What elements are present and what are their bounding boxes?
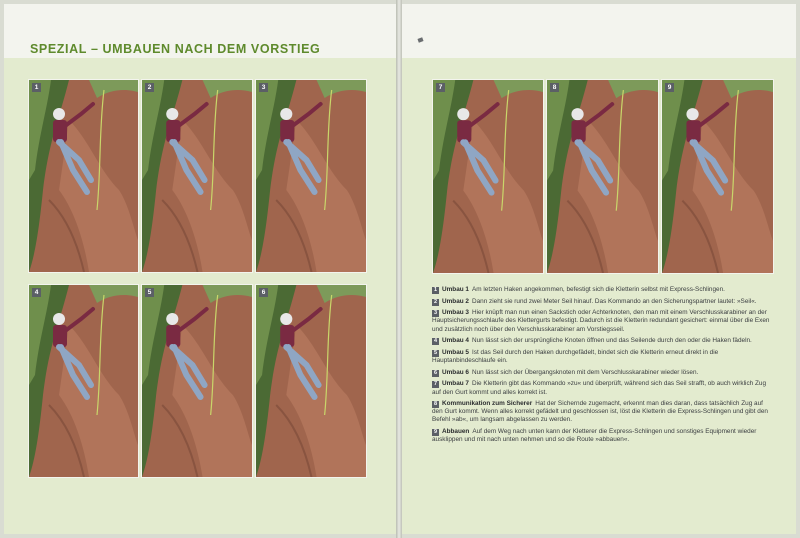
step-text: Hat der Sichernde zugemacht, erkennt man dies daran, dass tatsächlich Zug auf den Gurt kommt. Wenn alles korrekt gefädelt und geschlossen ist, löst die Kletterin die Express-Schlingen und gibt den Befehl »ab«, um langsam abgelassen zu werden. xyxy=(432,400,768,424)
step-number-badge: 1 xyxy=(433,287,438,293)
step-label: Umbau 7 xyxy=(442,380,469,388)
photo-number-badge: 1 xyxy=(32,83,41,92)
step-item xyxy=(432,309,774,333)
step-number-badge: 8 xyxy=(433,401,438,408)
climbing-photo-image xyxy=(142,285,252,477)
step-label: Umbau 5 xyxy=(442,348,469,356)
step-instructions xyxy=(432,286,774,448)
climbing-photo-image xyxy=(662,80,773,273)
step-number-badge: 2 xyxy=(433,298,438,305)
photo-number-badge: 6 xyxy=(259,288,268,297)
step-label: Umbau 4 xyxy=(442,337,469,345)
step-text: Die Kletterin gibt das Kommando »zu« und überprüft, während sich das Seil strafft, ob auch wirklich Zug auf den Gurt kommt und alles korrekt ist. xyxy=(432,380,767,396)
step-item xyxy=(432,380,774,396)
step-label: Umbau 1 xyxy=(442,286,469,293)
photo-number-badge: 5 xyxy=(145,288,154,297)
step-number-badge: 6 xyxy=(433,369,438,376)
step-text: Ist das Seil durch den Haken durchgefädelt, bindet sich die Kletterin erneut direkt in die Hauptanbindeschlaufe ein. xyxy=(432,348,719,365)
climbing-photo-image xyxy=(29,80,138,272)
step-label: Umbau 2 xyxy=(442,297,469,305)
photo-step xyxy=(255,79,367,273)
step-number-badge: 7 xyxy=(433,381,438,388)
step-text: Hier knüpft man nun einen Sackstich oder Achterknoten, den man mit einem Verschlusskarabiner an der Hauptsicherungsschlaufe des Klettergurts befestigt. Dadurch ist die Kletterin redundant gesichert: einmal über die Exen und zusätzlich noch über den Verschlusskarabiner am Vorstiegsseil. xyxy=(432,309,770,333)
step-item xyxy=(432,298,774,306)
photo-number-badge: 4 xyxy=(32,288,41,297)
climbing-photo-image xyxy=(433,80,543,273)
photo-number-badge: 7 xyxy=(436,83,445,92)
step-item xyxy=(432,286,774,294)
climbing-photo-image xyxy=(29,285,138,477)
step-label: Abbauen xyxy=(442,428,470,436)
page-title xyxy=(30,42,320,56)
photo-step xyxy=(546,79,659,274)
step-text: Nun lässt sich der Übergangsknoten mit dem Verschlusskarabiner wieder lösen. xyxy=(472,368,699,376)
photo-number-badge: 2 xyxy=(145,83,154,92)
step-item xyxy=(432,369,774,377)
photo-step xyxy=(141,284,253,478)
step-label: Umbau 6 xyxy=(442,368,469,376)
step-item xyxy=(432,349,774,365)
photo-number-badge: 9 xyxy=(665,83,674,92)
climbing-photo-image xyxy=(256,80,366,272)
book-gutter xyxy=(396,0,402,538)
photo-step xyxy=(141,79,253,273)
photo-number-badge: 8 xyxy=(550,83,559,92)
step-number-badge: 9 xyxy=(433,429,438,436)
step-number-badge: 4 xyxy=(433,338,438,345)
step-text: Dann zieht sie rund zwei Meter Seil hinauf. Das Kommando an den Sicherungspartner lautet: »Seil«. xyxy=(472,297,757,305)
photo-step xyxy=(28,79,139,273)
photo-step xyxy=(432,79,544,274)
step-item xyxy=(432,337,774,345)
climbing-photo-image xyxy=(256,285,366,477)
step-item xyxy=(432,428,774,444)
step-item xyxy=(432,400,774,424)
step-label: Umbau 3 xyxy=(442,309,469,317)
climbing-photo-image xyxy=(142,80,252,272)
title-main: UMBAUEN NACH DEM VORSTIEG xyxy=(102,42,321,56)
step-number-badge: 5 xyxy=(433,349,438,356)
step-number-badge: 3 xyxy=(433,310,438,317)
photo-step xyxy=(661,79,774,274)
step-label: Kommunikation zum Sicherer xyxy=(442,400,533,408)
photo-step xyxy=(255,284,367,478)
title-dash: – xyxy=(90,42,99,56)
photo-step xyxy=(28,284,139,478)
climbing-photo-image xyxy=(547,80,658,273)
title-prefix: SPEZIAL xyxy=(30,42,87,56)
step-text: Auf dem Weg nach unten kann der Kletterer die Express-Schlingen und sonstiges Equipment wieder ausklippen und mit nach unten nehmen und so die Route »abbauen«. xyxy=(432,428,757,444)
photo-number-badge: 3 xyxy=(259,83,268,92)
step-text: Am letzten Haken angekommen, befestigt sich die Kletterin selbst mit Express-Schlingen. xyxy=(472,286,725,293)
step-text: Nun lässt sich der ursprüngliche Knoten öffnen und das Seilende durch den oder die Haken fädeln. xyxy=(472,337,752,345)
